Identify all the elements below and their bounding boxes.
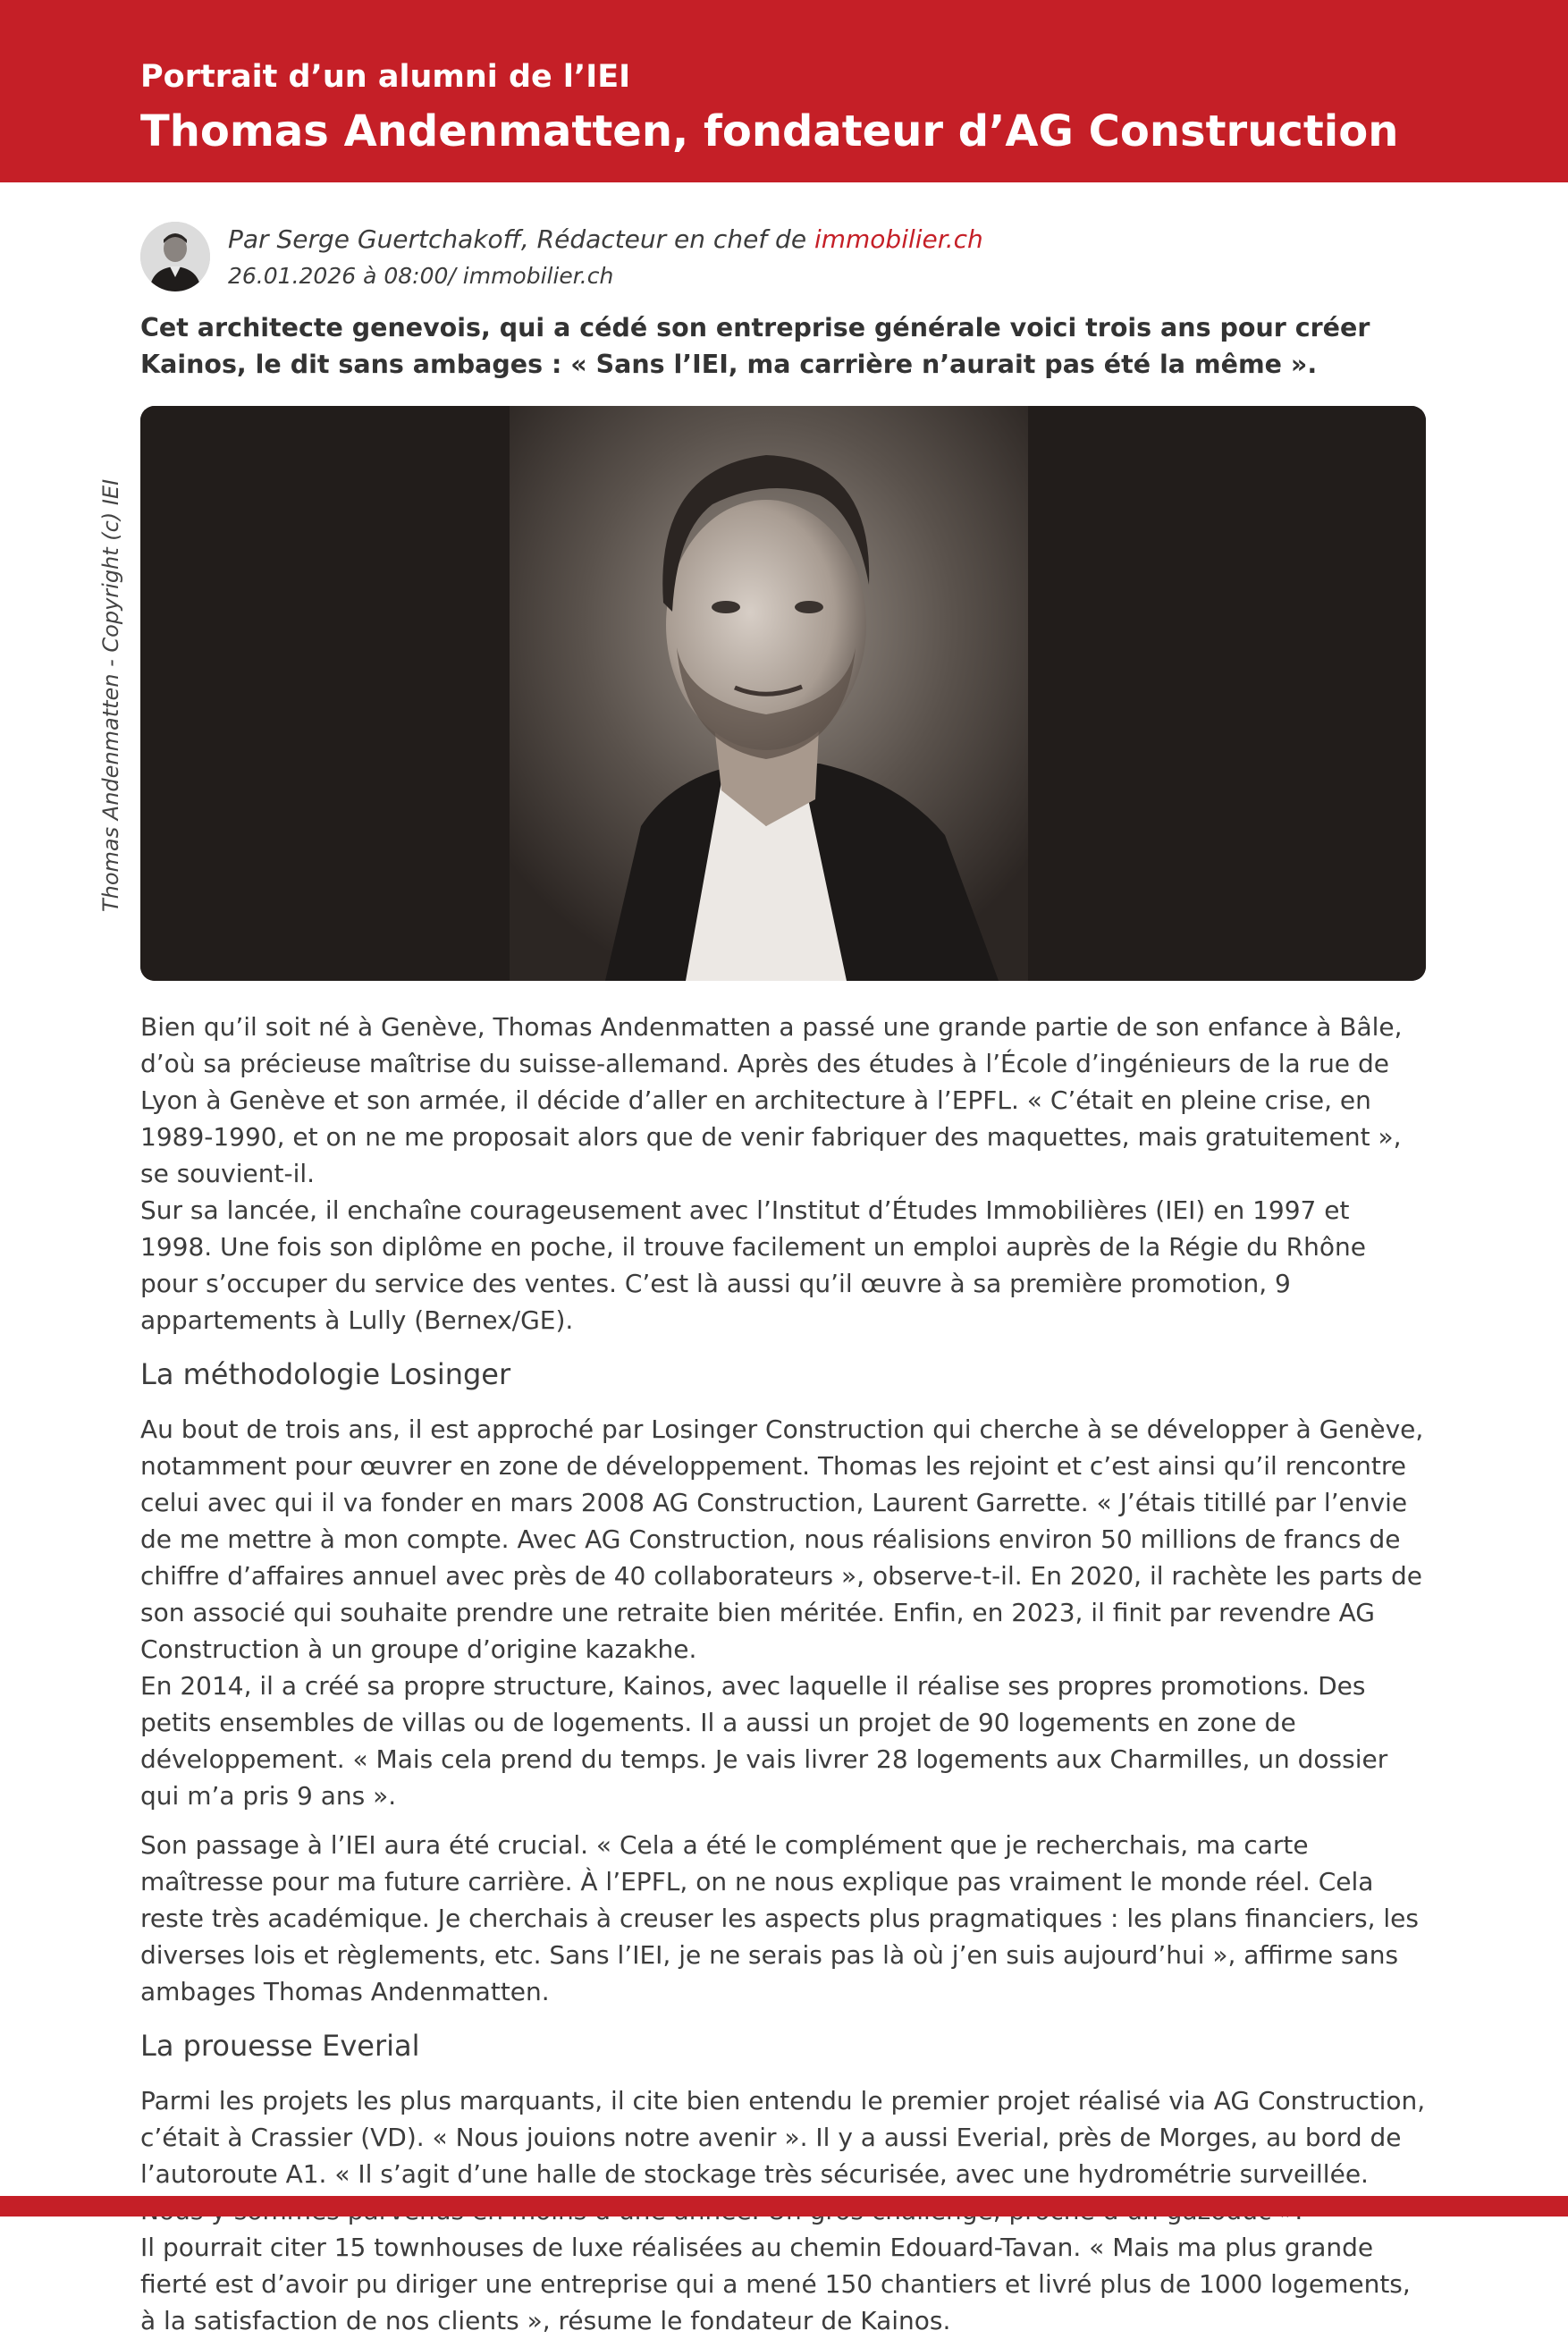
article-paragraph: Sur sa lancée, il enchaîne courageusement avec l’Institut d’Études Immobilières (IEI) en 1997 et 1998. Une fois son diplôme en poche, il trouve facilement un emploi auprès de la Régie du Rhône pour s’occuper du service des ventes. C’est là aussi qu’il œuvre à sa première promotion, 9 appartements à Lully (Bernex/GE).: [140, 1195, 1366, 1335]
page-title: Thomas Andenmatten, fondateur d’AG Construction: [140, 106, 1399, 156]
article-paragraph: Il pourrait citer 15 townhouses de luxe réalisées au chemin Edouard-Tavan. « Mais ma plus grande fierté est d’avoir pu diriger une entreprise qui a mené 150 chantiers et livré plus de 1000 logements, à la satisfaction de nos clients », résume le fondateur de Kainos.: [140, 2233, 1411, 2335]
author-name: Par Serge Guertchakoff, Rédacteur en chef de: [228, 224, 814, 254]
article-paragraph: Bien qu’il soit né à Genève, Thomas Andenmatten a passé une grande partie de son enfance à Bâle, d’où sa précieuse maîtrise du suisse-allemand. Après des études à l’École d’ingénieurs de la rue de Lyon à Genève et son armée, il décide d’aller en architecture à l’EPFL. « C’était en pleine crise, en 1989-1990, et on ne me proposait alors que de venir fabriquer des maquettes, mais gratuitement », se souvient-il.: [140, 1012, 1403, 1188]
section-heading-everial: La prouesse Everial: [140, 2029, 420, 2063]
footer-bar: [0, 2196, 1568, 2217]
publication-date: 26.01.2026 à 08:00/ immobilier.ch: [228, 263, 614, 289]
header-kicker: Portrait d’un alumni de l’IEI: [140, 59, 631, 95]
author-line: [228, 222, 983, 258]
article-paragraph: Parmi les projets les plus marquants, il cite bien entendu le premier projet réalisé via AG Construction, c’était à Crassier (VD). « Nous jouions notre avenir ». Il y a aussi Everial, près de Morges, au bord de l’autoroute A1. « Il s’agit d’une halle de stockage très sécurisée, avec une hydrométrie surveillée.: [140, 2086, 1426, 2189]
article-paragraph: En 2014, il a créé sa propre structure, Kainos, avec laquelle il réalise ses propres promotions. Des petits ensembles de villas ou de logements. Il a aussi un projet de 90 logements en zone de développement. « Mais cela prend du temps. Je vais livrer 28 logements aux Charmilles, un dossier qui m’a pris 9 ans ».: [140, 1671, 1388, 1811]
author-portrait-image: [140, 222, 210, 291]
portrait-photo: [140, 406, 1426, 981]
article-lead: Cet architecte genevois, qui a cédé son entreprise générale voici trois ans pour créer Kainos, le dit sans ambages : « Sans l’IEI, ma carrière n’aurait pas été la même ».: [140, 313, 1370, 379]
portrait-photo-image: [140, 406, 1426, 981]
author-avatar: [140, 222, 210, 291]
article-body: [140, 1009, 1428, 2339]
page-header: [0, 0, 1568, 182]
section-heading-losinger: La méthodologie Losinger: [140, 1357, 511, 1391]
site-link[interactable]: immobilier.ch: [814, 224, 983, 254]
photo-credit-text: Thomas Andenmatten - Copyright (c) IEI: [98, 478, 123, 912]
byline: [140, 220, 1428, 295]
article-paragraph: Son passage à l’IEI aura été crucial. « Cela a été le complément que je recherchais, ma carte maîtresse pour ma future carrière. À l’EPFL, on ne nous explique pas vraiment le monde réel. Cela reste très académique. Je cherchais à creuser les aspects plus pragmatiques : les plans financiers, les diverses lois et règlements, etc. Sans l’IEI, je ne serais pas là où j’en suis aujourd’hui », affirme sans ambages Thomas Andenmatten.: [140, 1830, 1419, 2006]
article-paragraph: Au bout de trois ans, il est approché par Losinger Construction qui cherche à se développer à Genève, notamment pour œuvrer en zone de développement. Thomas les rejoint et c’est ainsi qu’il rencontre celui avec qui il va fonder en mars 2008 AG Construction, Laurent Garrette. « J’étais titillé par l’envie de me mettre à mon compte. Avec AG Construction, nous réalisions environ 50 millions de francs de chiffre d’affaires annuel avec près de 40 collaborateurs », observe-t-il. En 2020, il rachète les parts de son associé qui souhaite prendre une retraite bien méritée. Enfin, en 2023, il finit par revendre AG Construction à un groupe d’origine kazakhe.: [140, 1414, 1424, 1664]
